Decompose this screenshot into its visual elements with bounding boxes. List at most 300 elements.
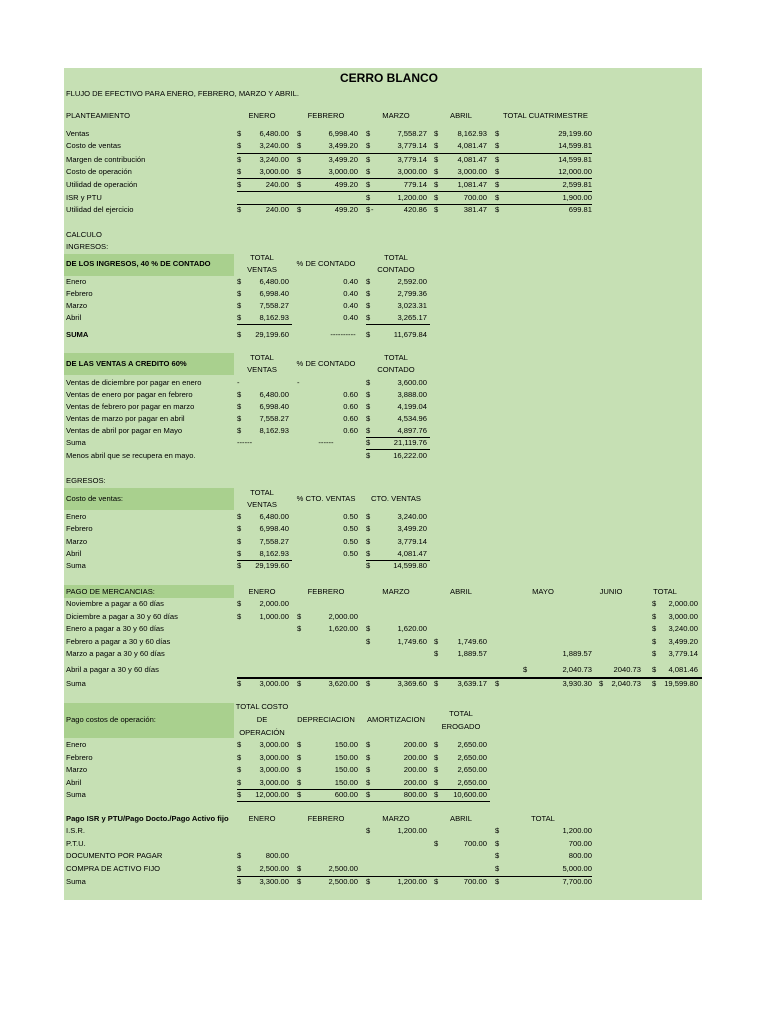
currency-symbol: $: [495, 839, 500, 848]
currency-symbol: $: [366, 679, 371, 688]
amount: 4,081.47: [457, 141, 487, 150]
currency-symbol: $: [297, 180, 302, 189]
column-header: ENERO: [248, 587, 276, 596]
currency-symbol: $: [297, 129, 302, 138]
column-header: TOTAL: [250, 353, 274, 362]
percent: 0.50: [343, 537, 358, 546]
currency-symbol: $: [297, 790, 302, 799]
amount: 1,620.00: [397, 624, 427, 633]
row-label: SUMA: [66, 330, 89, 339]
row-label: Diciembre a pagar a 30 y 60 días: [66, 612, 178, 621]
percent: 0.40: [343, 313, 358, 322]
currency-symbol: $: [366, 141, 371, 150]
row-label: ISR y PTU: [66, 193, 102, 202]
amount: 3,240.00: [259, 141, 289, 150]
amount: 420.86: [403, 205, 427, 214]
column-header: % DE CONTADO: [296, 359, 356, 368]
amount: 3,000.00: [397, 167, 427, 176]
currency-symbol: $: [434, 155, 439, 164]
amount: 3,240.00: [259, 155, 289, 164]
amount: 11,679.84: [393, 330, 427, 339]
row-label: Ventas de enero por pagar en febrero: [66, 390, 193, 399]
amount: 2,500.00: [259, 864, 289, 873]
amount: 3,779.14: [397, 537, 427, 546]
amount: 1,620.00: [328, 624, 358, 633]
amount: 700.00: [463, 839, 487, 848]
amount: 2,000.00: [259, 599, 289, 608]
amount: 240.00: [265, 205, 289, 214]
currency-symbol: $: [366, 561, 371, 570]
currency-symbol: $: [237, 753, 242, 762]
row-label: Febrero: [66, 289, 93, 298]
currency-symbol: $: [366, 637, 371, 646]
row-label: Ventas de abril por pagar en Mayo: [66, 426, 183, 435]
column-header: VENTAS: [247, 265, 277, 274]
amount: 699.81: [568, 205, 592, 214]
amount: 3,000.00: [259, 167, 289, 176]
amount: 800.00: [568, 851, 592, 860]
cell-border: [237, 178, 592, 179]
cell-border: [237, 153, 592, 154]
column-header: CTO. VENTAS: [371, 494, 421, 503]
amount: 6,998.40: [259, 524, 289, 533]
amount: 7,558.27: [397, 129, 427, 138]
placeholder-dash: ------: [237, 438, 253, 447]
amount: 3,000.00: [668, 612, 698, 621]
currency-symbol: $: [366, 426, 371, 435]
amount: 2040.73: [613, 665, 641, 674]
currency-symbol: $: [297, 765, 302, 774]
row-label: DOCUMENTO POR PAGAR: [66, 851, 163, 860]
table-title: Pago costos de operación:: [66, 715, 156, 724]
currency-symbol: $: [366, 390, 371, 399]
amount: 8,162.93: [259, 426, 289, 435]
amount: 3,639.17: [457, 679, 487, 688]
column-header: TOTAL: [250, 253, 274, 262]
amount: 3,000.00: [259, 778, 289, 787]
column-header: DEPRECIACION: [297, 715, 355, 724]
amount: 12,000.00: [255, 790, 289, 799]
amount: 200.00: [403, 778, 427, 787]
cell-border: [237, 324, 292, 325]
percent: 0.60: [343, 402, 358, 411]
amount: 6,480.00: [259, 390, 289, 399]
currency-symbol: $: [366, 129, 371, 138]
amount: 3,779.14: [397, 155, 427, 164]
currency-symbol: $: [366, 765, 371, 774]
currency-symbol: $: [434, 649, 439, 658]
amount: 6,480.00: [259, 512, 289, 521]
currency-symbol: $: [366, 826, 371, 835]
amount: 3,023.31: [397, 301, 427, 310]
currency-symbol: $: [297, 205, 302, 214]
currency-symbol: $: [495, 864, 500, 873]
percent: 0.50: [343, 549, 358, 558]
amount: 1,200.00: [562, 826, 592, 835]
row-label: Marzo: [66, 765, 88, 774]
row-label: Suma: [66, 679, 86, 688]
amount: 1,200.00: [397, 826, 427, 835]
row-label: Enero a pagar a 30 y 60 días: [66, 624, 164, 633]
amount: 3,888.00: [397, 390, 427, 399]
currency-symbol: $: [237, 167, 242, 176]
currency-symbol: $: [495, 129, 500, 138]
column-header: TOTAL: [250, 488, 274, 497]
amount: 3,499.20: [668, 637, 698, 646]
currency-symbol: $: [366, 877, 371, 886]
amount: 4,897.76: [397, 426, 427, 435]
amount: 3,779.14: [397, 141, 427, 150]
currency-symbol: $: [652, 665, 657, 674]
currency-symbol: $: [366, 753, 371, 762]
currency-symbol: $: [366, 537, 371, 546]
amount: 3,300.00: [259, 877, 289, 886]
column-header: CONTADO: [377, 265, 415, 274]
amount: 3,499.20: [397, 524, 427, 533]
currency-symbol: $: [495, 205, 500, 214]
amount: 7,700.00: [562, 877, 592, 886]
column-header: ENERO: [248, 814, 276, 823]
currency-symbol: $: [237, 414, 242, 423]
currency-symbol: $: [366, 451, 371, 460]
currency-symbol: $: [237, 599, 242, 608]
row-label: Suma: [66, 438, 86, 447]
column-header: JUNIO: [599, 587, 623, 596]
amount: 700.00: [463, 877, 487, 886]
currency-symbol: $: [652, 679, 657, 688]
currency-symbol: $: [495, 826, 500, 835]
column-header: EROGADO: [441, 722, 481, 731]
amount: 2,000.00: [668, 599, 698, 608]
percent: 0.40: [343, 277, 358, 286]
table-title: DE LOS INGRESOS, 40 % DE CONTADO: [66, 259, 211, 268]
currency-symbol: $: [366, 740, 371, 749]
section-label: INGRESOS:: [66, 242, 109, 251]
currency-symbol: $: [495, 155, 500, 164]
amount: 14,599.80: [393, 561, 427, 570]
currency-symbol: $: [495, 851, 500, 860]
amount: 3,499.20: [328, 155, 358, 164]
currency-symbol: $: [297, 864, 302, 873]
currency-symbol: $: [366, 778, 371, 787]
row-label: Marzo a pagar a 30 y 60 días: [66, 649, 165, 658]
amount: 6,998.40: [259, 289, 289, 298]
row-label: Marzo: [66, 301, 88, 310]
row-label: Suma: [66, 561, 86, 570]
currency-symbol: $: [237, 301, 242, 310]
currency-symbol: $: [652, 599, 657, 608]
amount: 8,162.93: [457, 129, 487, 138]
currency-symbol: $: [237, 330, 242, 339]
amount: 1,000.00: [259, 612, 289, 621]
subtitle: FLUJO DE EFECTIVO PARA ENERO, FEBRERO, MARZO Y ABRIL.: [66, 89, 299, 98]
currency-symbol: $: [434, 180, 439, 189]
currency-symbol: $: [434, 765, 439, 774]
row-label: Utilidad de operación: [66, 180, 138, 189]
amount: 700.00: [463, 193, 487, 202]
page-title: CERRO BLANCO: [340, 71, 438, 85]
placeholder-dash: ----------: [330, 330, 356, 339]
currency-symbol: $: [366, 512, 371, 521]
amount: 16,222.00: [393, 451, 427, 460]
currency-symbol: $: [237, 864, 242, 873]
column-header: MARZO: [382, 814, 410, 823]
currency-symbol: $: [237, 778, 242, 787]
currency-symbol: $: [434, 205, 439, 214]
amount: 4,081.47: [457, 155, 487, 164]
amount: 1,900.00: [562, 193, 592, 202]
amount: 3,265.17: [397, 313, 427, 322]
currency-symbol: $: [366, 524, 371, 533]
currency-symbol: $: [237, 390, 242, 399]
amount: 700.00: [568, 839, 592, 848]
row-label: Suma: [66, 790, 86, 799]
currency-symbol: $: [495, 180, 500, 189]
percent: 0.60: [343, 414, 358, 423]
currency-symbol: $: [366, 402, 371, 411]
currency-symbol: $: [237, 402, 242, 411]
amount: 2,500.00: [328, 877, 358, 886]
row-label: Enero: [66, 740, 87, 749]
amount: 3,600.00: [397, 378, 427, 387]
amount: 3,000.00: [259, 753, 289, 762]
currency-symbol: $: [652, 649, 657, 658]
cell-border: [366, 324, 430, 325]
currency-symbol: $: [434, 167, 439, 176]
amount: 7,558.27: [259, 301, 289, 310]
amount: 10,600.00: [453, 790, 487, 799]
currency-symbol: $: [366, 414, 371, 423]
amount: 3,240.00: [397, 512, 427, 521]
currency-symbol: $: [495, 877, 500, 886]
cell-border: [366, 449, 430, 450]
row-label: Febrero: [66, 753, 93, 762]
row-label: Menos abril que se recupera en mayo.: [66, 451, 196, 460]
table-title: Costo de ventas:: [66, 494, 123, 503]
amount: 779.14: [403, 180, 427, 189]
currency-symbol: $: [297, 624, 302, 633]
amount: 600.00: [334, 790, 358, 799]
amount: 499.20: [334, 205, 358, 214]
currency-symbol: $: [366, 624, 371, 633]
row-label: I.S.R.: [66, 826, 85, 835]
currency-symbol: $: [237, 561, 242, 570]
amount: 2,799.36: [397, 289, 427, 298]
currency-symbol: $: [297, 753, 302, 762]
table-title: PAGO DE MERCANCIAS:: [66, 587, 155, 596]
amount: 4,199.04: [397, 402, 427, 411]
row-label: Suma: [66, 877, 86, 886]
currency-symbol: $: [366, 167, 371, 176]
amount: 3,000.00: [328, 167, 358, 176]
amount: 1,200.00: [397, 193, 427, 202]
currency-symbol: $: [434, 193, 439, 202]
currency-symbol: $: [434, 141, 439, 150]
currency-symbol: $: [297, 877, 302, 886]
currency-symbol: $: [237, 426, 242, 435]
currency-symbol: $: [434, 129, 439, 138]
amount: 5,000.00: [562, 864, 592, 873]
column-header: % DE CONTADO: [296, 259, 356, 268]
section-label: EGRESOS:: [66, 476, 106, 485]
column-header: ENERO: [248, 111, 276, 120]
row-label: Marzo: [66, 537, 88, 546]
amount: 3,000.00: [457, 167, 487, 176]
column-header: VENTAS: [247, 365, 277, 374]
currency-symbol: $: [366, 180, 371, 189]
cell-border: [237, 801, 490, 802]
amount: 2,040.73: [611, 679, 641, 688]
amount: 200.00: [403, 765, 427, 774]
column-header: FEBRERO: [307, 587, 345, 596]
currency-symbol: $: [366, 790, 371, 799]
currency-symbol: $: [366, 289, 371, 298]
column-header: FEBRERO: [307, 111, 345, 120]
amount: 200.00: [403, 753, 427, 762]
currency-symbol: $: [237, 679, 242, 688]
row-label: COMPRA DE ACTIVO FIJO: [66, 864, 161, 873]
amount: 800.00: [403, 790, 427, 799]
cell-border: [237, 204, 592, 205]
currency-symbol: $: [523, 665, 528, 674]
currency-symbol: $: [366, 205, 371, 214]
currency-symbol: $: [237, 155, 242, 164]
row-label: Noviembre a pagar a 60 días: [66, 599, 164, 608]
row-label: Febrero a pagar a 30 y 60 días: [66, 637, 171, 646]
row-label: Margen de contribución: [66, 155, 146, 164]
amount: 8,162.93: [259, 313, 289, 322]
currency-symbol: $: [237, 289, 242, 298]
percent: 0.50: [343, 512, 358, 521]
row-label: Ventas de febrero por pagar en marzo: [66, 402, 195, 411]
percent: 0.40: [343, 289, 358, 298]
currency-symbol: $: [237, 141, 242, 150]
currency-symbol: $: [237, 205, 242, 214]
currency-symbol: $: [366, 313, 371, 322]
column-header: FEBRERO: [307, 814, 345, 823]
currency-symbol: $: [297, 740, 302, 749]
column-header: MAYO: [532, 587, 554, 596]
amount: 2,650.00: [457, 778, 487, 787]
amount: 800.00: [265, 851, 289, 860]
currency-symbol: $: [366, 330, 371, 339]
amount: 1,081.47: [457, 180, 487, 189]
placeholder-dash: -: [237, 378, 240, 387]
amount: 19,599.80: [664, 679, 698, 688]
row-label: P.T.U.: [66, 839, 86, 848]
currency-symbol: $: [495, 141, 500, 150]
row-label: Ventas de diciembre por pagar en enero: [66, 378, 202, 387]
row-label: Febrero: [66, 524, 93, 533]
currency-symbol: $: [366, 193, 371, 202]
currency-symbol: $: [237, 313, 242, 322]
currency-symbol: $: [434, 839, 439, 848]
column-header: PLANTEAMIENTO: [66, 111, 130, 120]
amount: 6,480.00: [259, 129, 289, 138]
amount: 4,081.47: [397, 549, 427, 558]
row-label: Enero: [66, 277, 87, 286]
amount: 2,592.00: [397, 277, 427, 286]
column-header: MARZO: [382, 587, 410, 596]
amount: 3,000.00: [259, 679, 289, 688]
spreadsheet: [64, 68, 702, 900]
amount: 29,199.60: [558, 129, 592, 138]
amount: 1,889.57: [457, 649, 487, 658]
amount: 3,000.00: [259, 740, 289, 749]
column-header: ABRIL: [450, 814, 472, 823]
currency-symbol: $: [652, 624, 657, 633]
section-label: CALCULO: [66, 230, 102, 239]
currency-symbol: $: [237, 129, 242, 138]
currency-symbol: $: [652, 612, 657, 621]
currency-symbol: $: [297, 778, 302, 787]
currency-symbol: $: [237, 549, 242, 558]
placeholder-dash: -: [297, 378, 300, 387]
percent: 0.50: [343, 524, 358, 533]
amount: 2,650.00: [457, 740, 487, 749]
column-header: % CTO. VENTAS: [296, 494, 356, 503]
currency-symbol: $: [599, 679, 604, 688]
amount: 150.00: [334, 753, 358, 762]
currency-symbol: $: [434, 753, 439, 762]
currency-symbol: $: [237, 180, 242, 189]
amount: 240.00: [265, 180, 289, 189]
amount: 1,200.00: [397, 877, 427, 886]
row-label: Ventas de marzo por pagar en abril: [66, 414, 185, 423]
row-label: Abril: [66, 313, 82, 322]
percent: 0.60: [343, 390, 358, 399]
cell-border: [237, 191, 592, 192]
currency-symbol: $: [237, 277, 242, 286]
amount: 499.20: [334, 180, 358, 189]
column-header: ABRIL: [450, 111, 472, 120]
amount: 3,000.00: [259, 765, 289, 774]
amount: 6,480.00: [259, 277, 289, 286]
amount: 3,779.14: [668, 649, 698, 658]
row-label: Abril: [66, 549, 82, 558]
currency-symbol: $: [297, 141, 302, 150]
amount: 2,000.00: [328, 612, 358, 621]
currency-symbol: $: [652, 637, 657, 646]
amount: 1,749.60: [397, 637, 427, 646]
currency-symbol: $: [434, 740, 439, 749]
amount: 6,998.40: [328, 129, 358, 138]
currency-symbol: $: [366, 155, 371, 164]
table-title: DE LAS VENTAS A CREDITO 60%: [66, 359, 187, 368]
currency-symbol: $: [434, 637, 439, 646]
amount: 2,599.81: [562, 180, 592, 189]
amount: 29,199.60: [255, 330, 289, 339]
amount: 14,599.81: [558, 141, 592, 150]
amount: 6,998.40: [259, 402, 289, 411]
currency-symbol: $: [366, 549, 371, 558]
column-header: DE: [256, 715, 268, 724]
row-label: Abril a pagar a 30 y 60 días: [66, 665, 159, 674]
currency-symbol: $: [495, 193, 500, 202]
row-label: Costo de ventas: [66, 141, 121, 150]
amount: 3,240.00: [668, 624, 698, 633]
currency-symbol: $: [237, 537, 242, 546]
amount: 12,000.00: [558, 167, 592, 176]
currency-symbol: $: [297, 679, 302, 688]
amount: 7,558.27: [259, 537, 289, 546]
row-label: Abril: [66, 778, 82, 787]
currency-symbol: $: [495, 167, 500, 176]
column-header: TOTAL: [531, 814, 555, 823]
amount: 3,620.00: [328, 679, 358, 688]
column-header: AMORTIZACION: [366, 715, 426, 724]
currency-symbol: $: [366, 438, 371, 447]
